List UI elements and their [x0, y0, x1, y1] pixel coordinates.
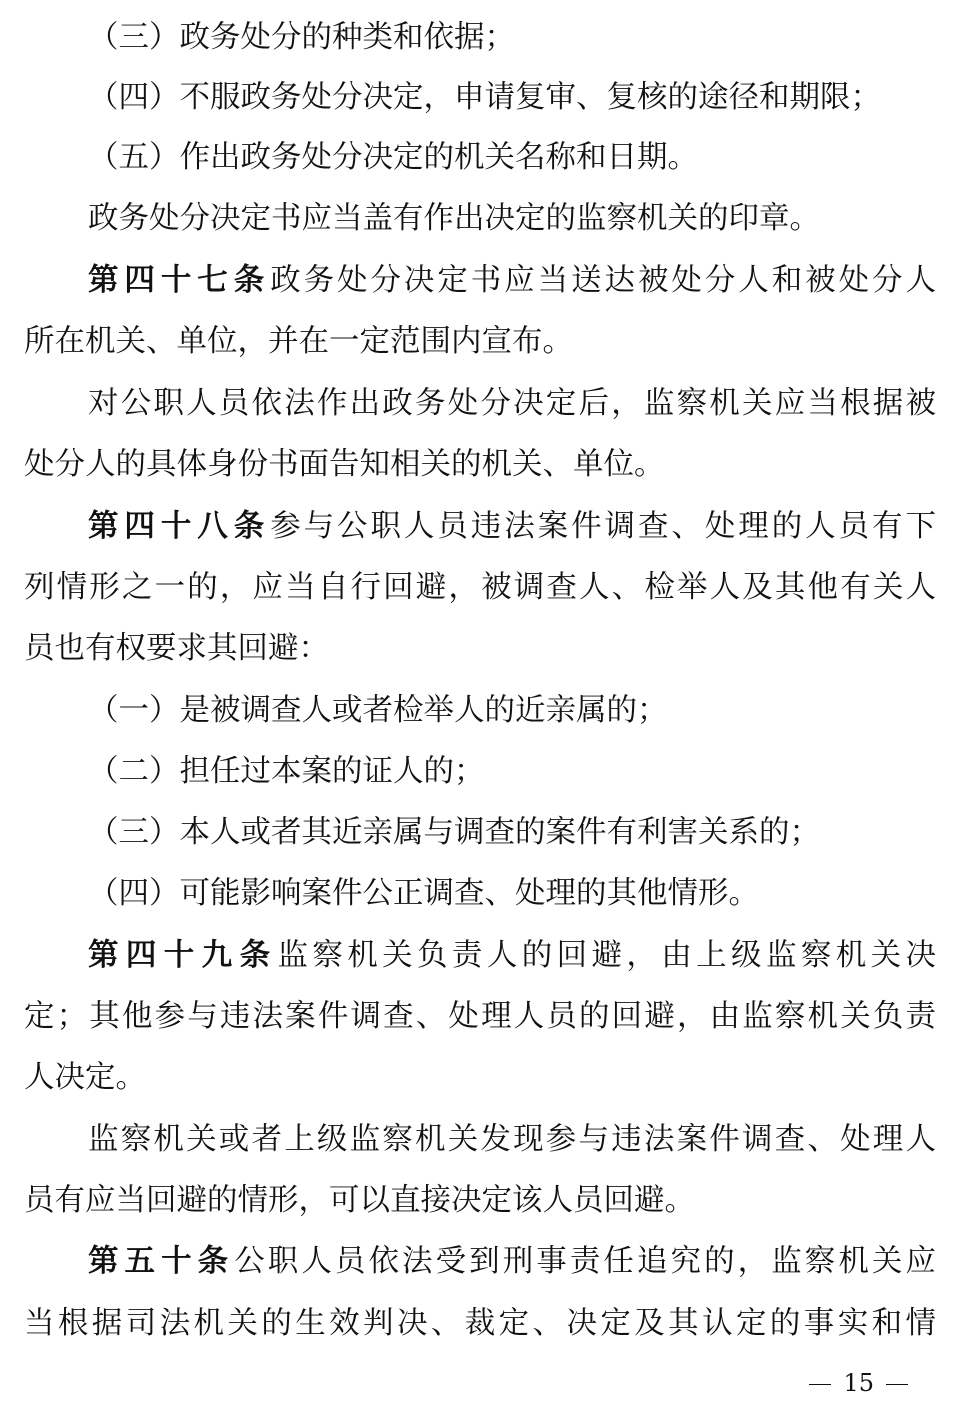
paragraph-line: 员有应当回避的情形，可以直接决定该人员回避。: [24, 1183, 695, 1218]
list-item: （四）不服政务处分决定，申请复审、复核的途径和期限；: [88, 80, 881, 115]
article-heading: 第四十七条: [88, 263, 271, 298]
paragraph-line: 员也有权要求其回避：: [24, 631, 329, 666]
dash-left: [809, 1384, 831, 1385]
article-heading: 第五十条: [88, 1244, 235, 1279]
list-item: （三）政务处分的种类和依据；: [88, 20, 515, 55]
paragraph-line: 人决定。: [24, 1060, 146, 1095]
page-number: 15: [843, 1369, 874, 1397]
article-heading: 第四十九条: [88, 938, 278, 973]
paragraph-line: 所在机关、单位，并在一定范围内宣布。: [24, 324, 573, 359]
article-50-first-line: 第五十条公职人员依法受到刑事责任追究的，监察机关应: [88, 1244, 936, 1279]
article-49-first-line: 第四十九条监察机关负责人的回避，由上级监察机关决: [88, 938, 937, 973]
article-48-first-line: 第四十八条参与公职人员违法案件调查、处理的人员有下: [88, 509, 936, 544]
list-item: （二）担任过本案的证人的；: [88, 754, 485, 789]
article-heading: 第四十八条: [88, 509, 271, 544]
paragraph-line: 政务处分决定书应当盖有作出决定的监察机关的印章。: [88, 201, 820, 236]
page-number-footer: [797, 1363, 920, 1403]
paragraph-line: 定；其他参与违法案件调查、处理人员的回避，由监察机关负责: [24, 999, 936, 1034]
list-item: （一）是被调查人或者检举人的近亲属的；: [88, 693, 668, 728]
paragraph-line: 监察机关或者上级监察机关发现参与违法案件调查、处理人: [88, 1122, 936, 1157]
list-item: （五）作出政务处分决定的机关名称和日期。: [88, 140, 698, 175]
list-item: （三）本人或者其近亲属与调查的案件有利害关系的；: [88, 815, 820, 850]
paragraph-line: 处分人的具体身份书面告知相关的机关、单位。: [24, 447, 665, 482]
paragraph-line: 列情形之一的，应当自行回避，被调查人、检举人及其他有关人: [24, 570, 936, 605]
list-item: （四）可能影响案件公正调查、处理的其他情形。: [88, 876, 759, 911]
dash-right: [886, 1384, 908, 1385]
article-47-first-line: 第四十七条政务处分决定书应当送达被处分人和被处分人: [88, 263, 936, 298]
paragraph-line: 当根据司法机关的生效判决、裁定、决定及其认定的事实和情: [24, 1306, 936, 1341]
paragraph-line: 对公职人员依法作出政务处分决定后，监察机关应当根据被: [88, 386, 936, 421]
